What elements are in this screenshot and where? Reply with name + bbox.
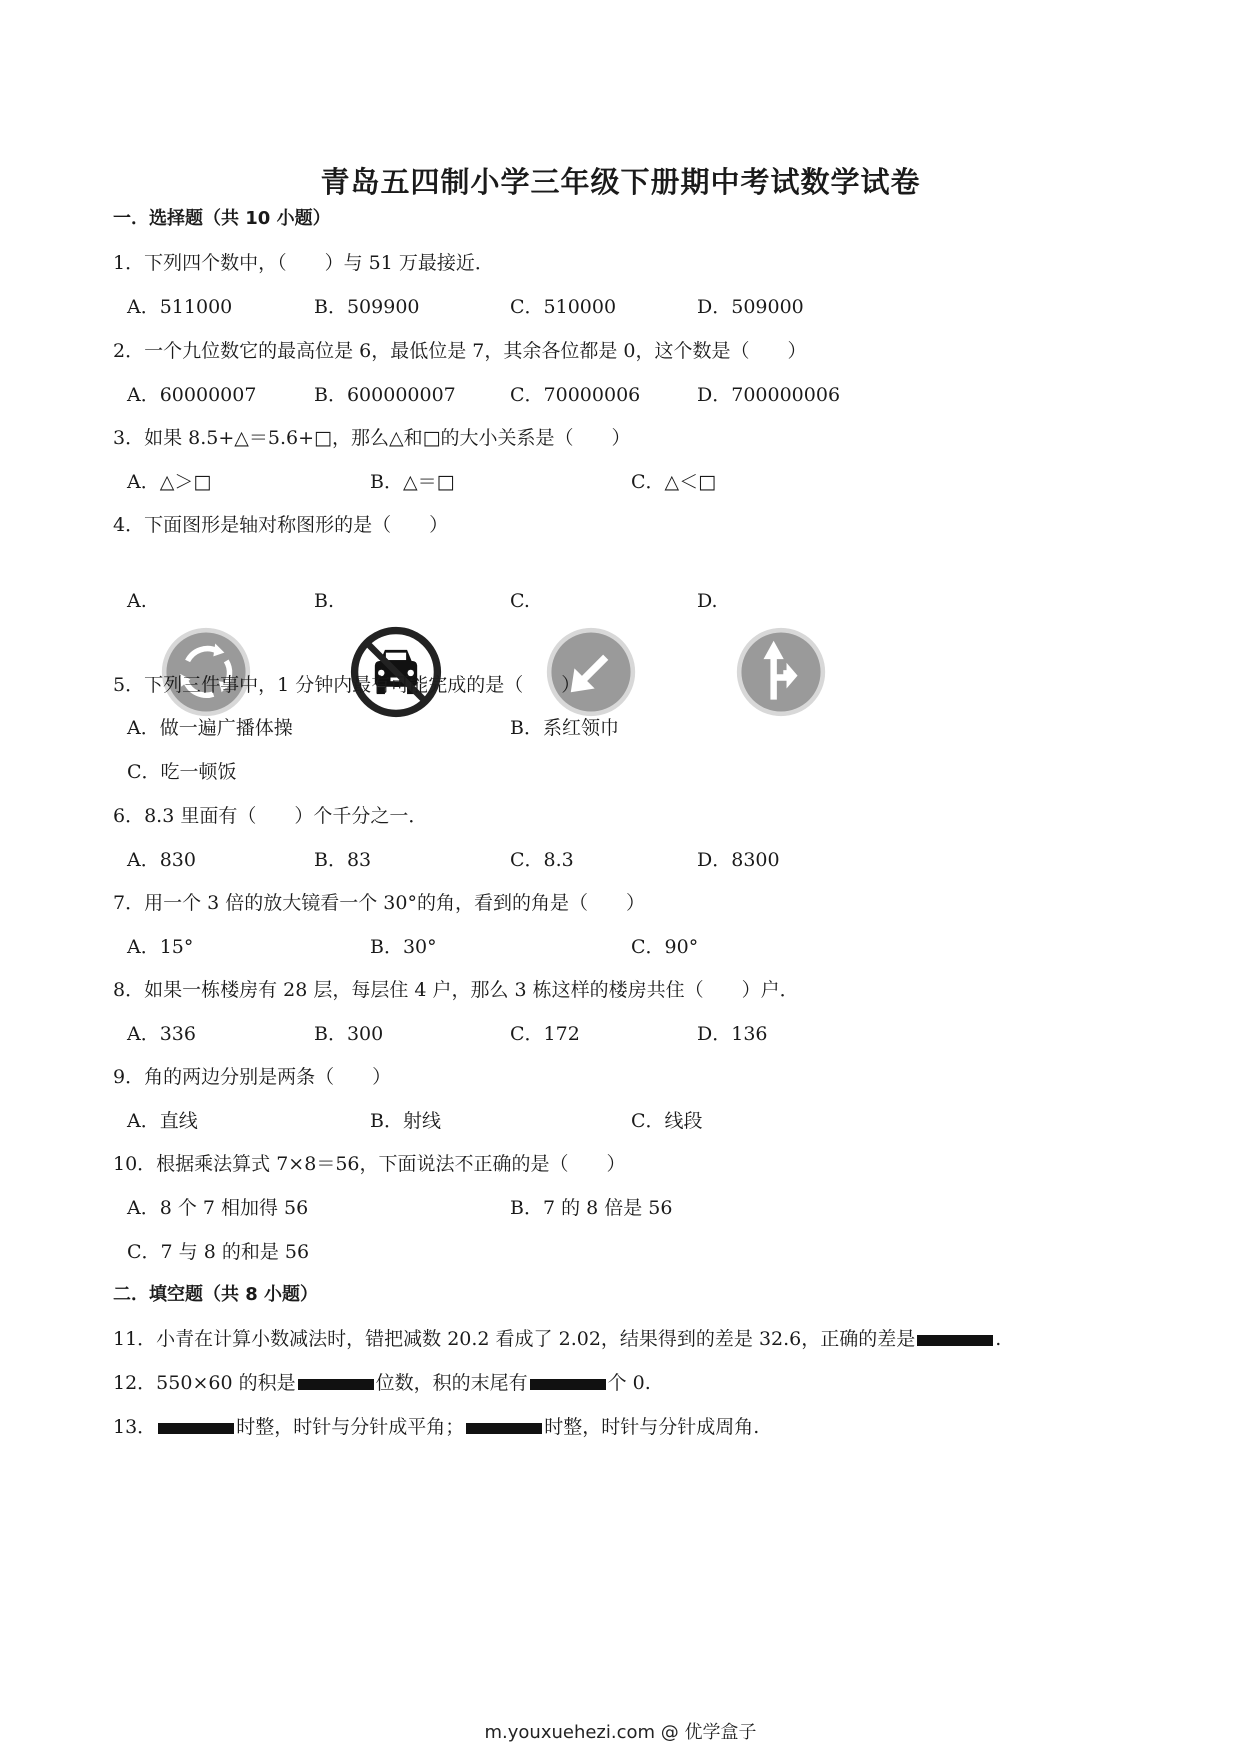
q8-option-b: B．300 <box>314 1023 384 1045</box>
q6-option-a: A．830 <box>127 849 196 871</box>
q11-end: . <box>995 1328 1002 1350</box>
q4-option-c: C. <box>510 590 530 612</box>
q2-option-a: A．60000007 <box>127 384 257 406</box>
q12-text-3: 个 0. <box>607 1372 651 1394</box>
q13-text-2: 时整，时针与分针成周角. <box>544 1416 760 1438</box>
question-2: 2．一个九位数它的最高位是 6，最低位是 7，其余各位都是 0，这个数是（ ） <box>113 340 807 362</box>
q9-option-c: C．线段 <box>631 1110 703 1132</box>
q10-option-b: B．7 的 8 倍是 56 <box>510 1197 673 1219</box>
q2-option-d: D．700000006 <box>697 384 841 406</box>
q9-option-b: B．射线 <box>370 1110 441 1132</box>
q4-option-b: B. <box>314 590 335 612</box>
q2-option-c: C．70000006 <box>510 384 641 406</box>
question-10: 10．根据乘法算式 7×8＝56，下面说法不正确的是（ ） <box>113 1153 626 1175</box>
answer-blank[interactable] <box>298 1379 374 1390</box>
answer-blank[interactable] <box>917 1335 993 1346</box>
q3-option-a: A．△＞□ <box>127 471 212 493</box>
q13-number: 13． <box>113 1416 157 1438</box>
q12-text-2: 位数，积的末尾有 <box>375 1372 528 1394</box>
q5-option-a: A．做一遍广播体操 <box>127 717 293 739</box>
question-9: 9．角的两边分别是两条（ ） <box>113 1066 392 1088</box>
q10-option-a: A．8 个 7 相加得 56 <box>127 1197 309 1219</box>
question-5: 5．下列三件事中，1 分钟内最有可能完成的是（ ） <box>113 674 581 696</box>
q11-text: 11．小青在计算小数减法时，错把减数 20.2 看成了 2.02，结果得到的差是 32.6，正确的差是 <box>113 1328 916 1350</box>
question-7: 7．用一个 3 倍的放大镜看一个 30°的角，看到的角是（ ） <box>113 892 645 914</box>
q1-option-d: D．509000 <box>697 296 804 318</box>
question-4: 4．下面图形是轴对称图形的是（ ） <box>113 514 449 536</box>
answer-blank[interactable] <box>466 1423 542 1434</box>
answer-blank[interactable] <box>158 1423 234 1434</box>
answer-blank[interactable] <box>530 1379 606 1390</box>
footer-watermark: m.youxuehezi.com @ 优学盒子 <box>484 1722 757 1743</box>
q2-option-b: B．600000007 <box>314 384 456 406</box>
section-heading-fill-in: 二．填空题（共 8 小题） <box>113 1284 319 1305</box>
q10-option-c: C．7 与 8 的和是 56 <box>127 1241 310 1263</box>
q4-option-d: D. <box>697 590 718 612</box>
q8-option-d: D．136 <box>697 1023 768 1045</box>
q7-option-a: A．15° <box>127 936 194 958</box>
q1-option-b: B．509900 <box>314 296 420 318</box>
q1-option-c: C．510000 <box>510 296 617 318</box>
page-title: 青岛五四制小学三年级下册期中考试数学试卷 <box>320 165 921 199</box>
q3-option-c: C．△＜□ <box>631 471 717 493</box>
q6-option-b: B．83 <box>314 849 372 871</box>
q3-option-b: B．△＝□ <box>370 471 455 493</box>
question-1: 1．下列四个数中，（ ）与 51 万最接近． <box>113 252 494 274</box>
question-8: 8．如果一栋楼房有 28 层，每层住 4 户，那么 3 栋这样的楼房共住（ ）户． <box>113 979 799 1001</box>
question-13 <box>113 1412 759 1439</box>
straight-or-right-sign-icon <box>735 626 827 718</box>
q6-option-c: C．8.3 <box>510 849 574 871</box>
section-heading-multiple-choice: 一．选择题（共 10 小题） <box>113 208 331 229</box>
q1-option-a: A．511000 <box>127 296 233 318</box>
question-12 <box>113 1368 651 1395</box>
question-3: 3．如果 8.5+△＝5.6+□，那么△和□的大小关系是（ ） <box>113 427 631 449</box>
q6-option-d: D．8300 <box>697 849 780 871</box>
q8-option-a: A．336 <box>127 1023 196 1045</box>
q12-text-1: 12．550×60 的积是 <box>113 1372 296 1394</box>
question-6: 6．8.3 里面有（ ）个千分之一． <box>113 805 428 827</box>
q5-option-c: C．吃一顿饭 <box>127 761 237 783</box>
q7-option-c: C．90° <box>631 936 699 958</box>
q4-option-a: A. <box>127 590 147 612</box>
q5-option-b: B．系红领巾 <box>510 717 619 739</box>
q9-option-a: A．直线 <box>127 1110 198 1132</box>
q8-option-c: C．172 <box>510 1023 580 1045</box>
question-11 <box>113 1324 1001 1351</box>
q13-text-1: 时整，时针与分针成平角； <box>236 1416 465 1438</box>
q7-option-b: B．30° <box>370 936 437 958</box>
